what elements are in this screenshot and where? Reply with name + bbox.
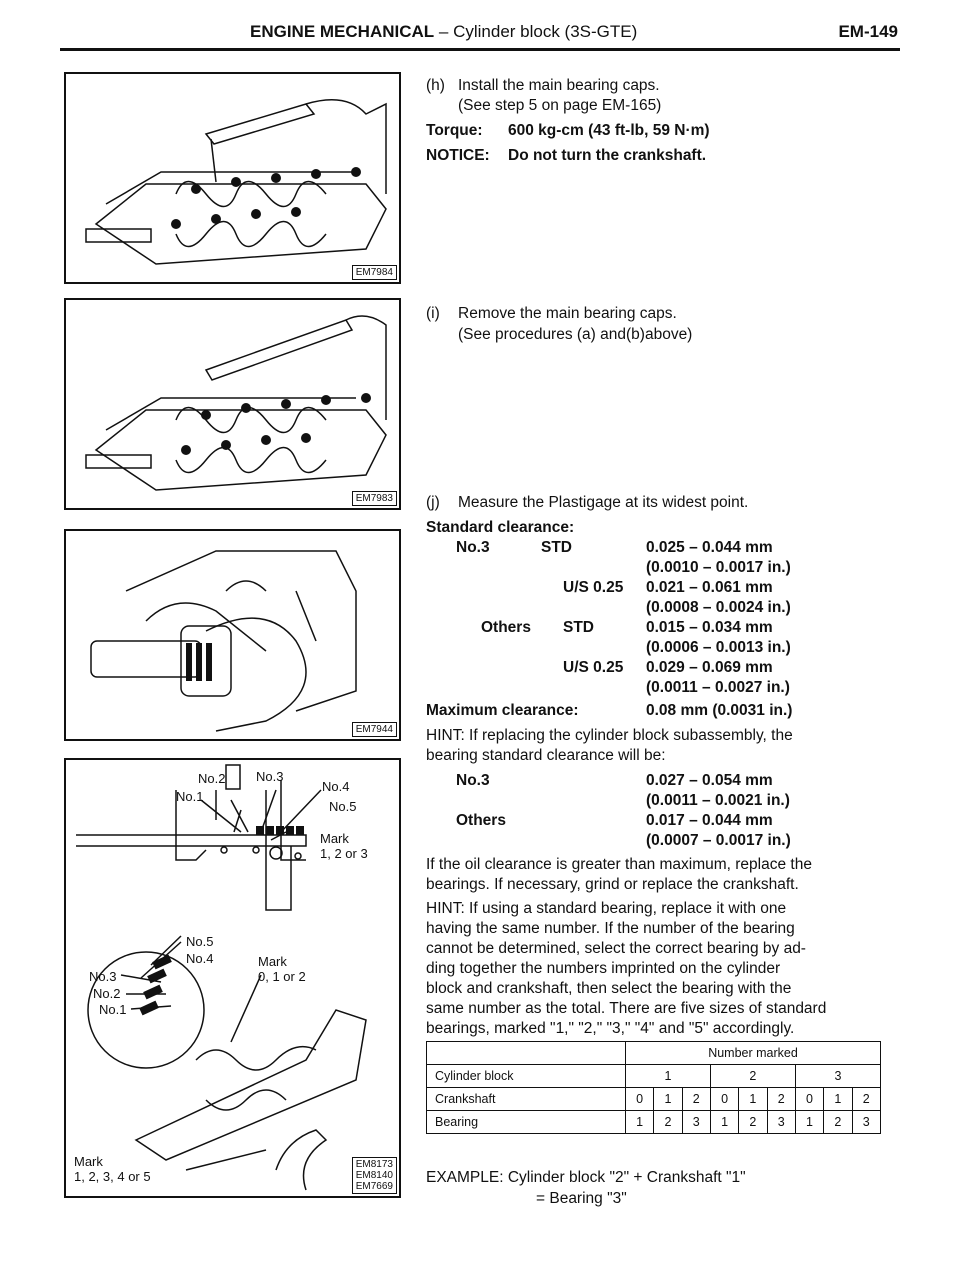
- table-row: [427, 1065, 881, 1088]
- table-cell: 2: [824, 1111, 852, 1134]
- table-row: [427, 1111, 881, 1134]
- torque-wrench-illustration: [66, 74, 399, 282]
- std-value-4-in: (0.0011 – 0.0027 in.): [646, 679, 790, 696]
- label-crank-no2: No.2: [93, 986, 121, 1001]
- figure-torque-wrench: [64, 72, 401, 284]
- table-cell: 2: [852, 1088, 881, 1111]
- sub-no3: No.3: [456, 772, 490, 789]
- std-value-1-in: (0.0010 – 0.0017 in.): [646, 559, 791, 576]
- std-others-us: U/S 0.25: [563, 659, 624, 676]
- table-cell: 0: [626, 1088, 654, 1111]
- row-label-bearing: Bearing: [427, 1111, 626, 1134]
- hint2-line3: cannot be determined, select the correct bearing by ad-: [426, 940, 806, 957]
- label-block-no3: No.3: [256, 769, 284, 784]
- hint2-line4: ding together the numbers imprinted on the cylinder: [426, 960, 781, 977]
- label-block-no1: No.1: [176, 789, 204, 804]
- table-cell: 2: [710, 1065, 795, 1088]
- label-crank-no1: No.1: [99, 1002, 127, 1017]
- table-cell: 1: [626, 1065, 711, 1088]
- table-cell: 0: [710, 1088, 738, 1111]
- step-j: [426, 493, 896, 1037]
- std-others: Others: [481, 619, 531, 636]
- sub-value-1-in: (0.0011 – 0.0021 in.): [646, 792, 790, 809]
- step-h-line2: (See step 5 on page EM-165): [458, 97, 662, 114]
- label-crank-no3: No.3: [89, 969, 117, 984]
- table-cell: 1: [739, 1088, 767, 1111]
- figure-code: EM7983: [352, 491, 397, 506]
- std-value-2: 0.021 – 0.061 mm: [646, 579, 773, 596]
- para-line2: bearings. If necessary, grind or replace the crankshaft.: [426, 876, 799, 893]
- figure-code-1: EM8173: [355, 1159, 393, 1170]
- header-rule: [60, 48, 900, 51]
- figure-code: EM7984: [352, 265, 397, 280]
- table-cell: 3: [682, 1111, 710, 1134]
- table-cell: 1: [824, 1088, 852, 1111]
- table-cell: 3: [795, 1065, 880, 1088]
- figure-number-marks: [64, 758, 401, 1198]
- notice-text: Do not turn the crankshaft.: [508, 147, 707, 164]
- table-cell: 2: [682, 1088, 710, 1111]
- label-block-mark: Mark: [320, 831, 349, 846]
- subsection-title: – Cylinder block (3S-GTE): [434, 22, 638, 41]
- hint2-line6: same number as the total. There are five sizes of standard: [426, 1000, 827, 1017]
- label-block-mark-values: 1, 2 or 3: [320, 846, 368, 861]
- sub-value-2: 0.017 – 0.044 mm: [646, 812, 773, 829]
- figure-plastigage: [64, 529, 401, 741]
- table-cell: 3: [767, 1111, 795, 1134]
- label-crank-no5: No.5: [186, 934, 214, 949]
- remove-caps-illustration: [66, 300, 399, 508]
- sub-value-2-in: (0.0007 – 0.0017 in.): [646, 832, 791, 849]
- figure-code-2: EM8140: [355, 1170, 393, 1181]
- table-cell: 2: [767, 1088, 795, 1111]
- std-value-3-in: (0.0006 – 0.0013 in.): [646, 639, 791, 656]
- label-crank-no4: No.4: [186, 951, 214, 966]
- table-cell: 1: [626, 1111, 654, 1134]
- example: [426, 1168, 896, 1212]
- section-title: ENGINE MECHANICAL: [250, 22, 435, 41]
- label-block-no4: No.4: [322, 779, 350, 794]
- torque-value: 600 kg-cm (43 ft-lb, 59 N·m): [508, 122, 710, 139]
- std-value-2-in: (0.0008 – 0.0024 in.): [646, 599, 791, 616]
- number-marked-table: [426, 1041, 881, 1134]
- std-no3-std: STD: [541, 539, 572, 556]
- page-number: EM-149: [838, 22, 898, 41]
- table-cell: 2: [739, 1111, 767, 1134]
- example-line1: EXAMPLE: Cylinder block "2" + Crankshaft "1": [426, 1169, 746, 1186]
- max-clearance-label: Maximum clearance:: [426, 702, 579, 719]
- hint2-line2: having the same number. If the number of the bearing: [426, 920, 795, 937]
- std-others-std: STD: [563, 619, 594, 636]
- hint2-line5: block and crankshaft, then select the bearing with the: [426, 980, 792, 997]
- std-value-3: 0.015 – 0.034 mm: [646, 619, 773, 636]
- step-i-line2: (See procedures (a) and(b)above): [458, 326, 693, 343]
- label-block-no2: No.2: [198, 771, 226, 786]
- max-clearance-value: 0.08 mm (0.0031 in.): [646, 702, 793, 719]
- example-line2: = Bearing "3": [536, 1190, 627, 1207]
- label-bearing-mark: Mark: [74, 1154, 103, 1169]
- sub-others: Others: [456, 812, 506, 829]
- hint1-line2: bearing standard clearance will be:: [426, 747, 666, 764]
- table-row: [427, 1088, 881, 1111]
- figure-code-3: EM7669: [355, 1181, 393, 1192]
- plastigage-illustration: [66, 531, 399, 739]
- table-corner-cell: [427, 1042, 626, 1065]
- table-cell: 1: [710, 1111, 738, 1134]
- table-cell: 1: [795, 1111, 823, 1134]
- hint1-line1: HINT: If replacing the cylinder block subassembly, the: [426, 727, 793, 744]
- label-bearing-mark-values: 1, 2, 3, 4 or 5: [74, 1169, 151, 1184]
- step-i-label: (i): [426, 305, 440, 322]
- table-header-row: [427, 1042, 881, 1065]
- torque-label: Torque:: [426, 122, 483, 139]
- table-cell: 0: [795, 1088, 823, 1111]
- step-h: [426, 76, 896, 176]
- step-h-line1: Install the main bearing caps.: [458, 77, 660, 94]
- std-value-4: 0.029 – 0.069 mm: [646, 659, 773, 676]
- notice-label: NOTICE:: [426, 147, 490, 164]
- page-title: [250, 22, 637, 42]
- std-no3: No.3: [456, 539, 490, 556]
- row-label-crankshaft: Crankshaft: [427, 1088, 626, 1111]
- step-j-line1: Measure the Plastigage at its widest point.: [458, 494, 749, 511]
- table-cell: 2: [654, 1111, 682, 1134]
- para-line1: If the oil clearance is greater than maximum, replace the: [426, 856, 812, 873]
- table-header-cell: Number marked: [626, 1042, 881, 1065]
- step-j-label: (j): [426, 494, 440, 511]
- step-i: [426, 304, 896, 348]
- sub-value-1: 0.027 – 0.054 mm: [646, 772, 773, 789]
- step-i-line1: Remove the main bearing caps.: [458, 305, 677, 322]
- page-header: [60, 22, 898, 48]
- label-crank-mark-values: 0, 1 or 2: [258, 969, 306, 984]
- std-clearance-heading: Standard clearance:: [426, 519, 575, 536]
- figure-codes: [352, 1157, 397, 1194]
- std-value-1: 0.025 – 0.044 mm: [646, 539, 773, 556]
- std-no3-us: U/S 0.25: [563, 579, 624, 596]
- row-label-cylinder-block: Cylinder block: [427, 1065, 626, 1088]
- figure-code: EM7944: [352, 722, 397, 737]
- step-h-label: (h): [426, 77, 445, 94]
- table-cell: 3: [852, 1111, 881, 1134]
- table-cell: 1: [654, 1088, 682, 1111]
- label-crank-mark: Mark: [258, 954, 287, 969]
- label-block-no5: No.5: [329, 799, 357, 814]
- hint2-line7: bearings, marked "1," "2," "3," "4" and "5" accordingly.: [426, 1020, 795, 1037]
- figure-remove-caps: [64, 298, 401, 510]
- hint2-line1: HINT: If using a standard bearing, replace it with one: [426, 900, 787, 917]
